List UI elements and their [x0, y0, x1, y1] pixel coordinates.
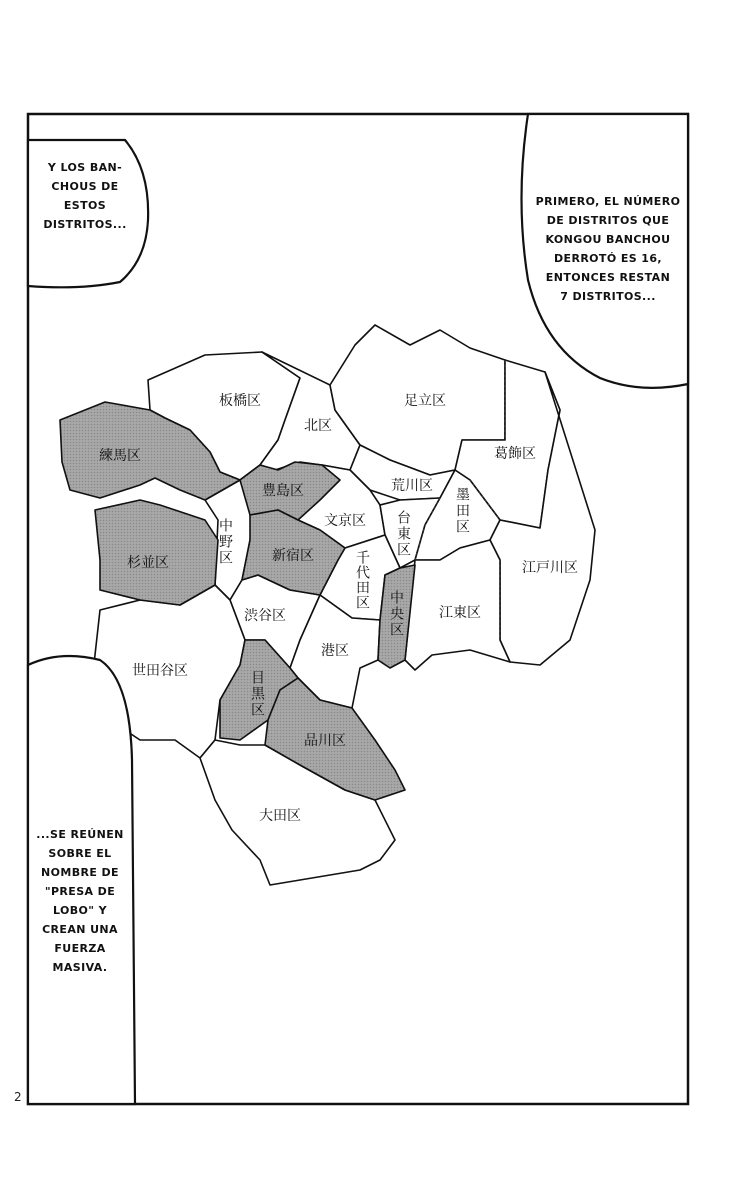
ward-label-chiyoda: 千代田区: [354, 550, 370, 610]
ward-label-koto: 江東区: [439, 605, 481, 621]
ward-label-itabashi: 板橋区: [219, 393, 261, 409]
ward-label-chuo: 中央区: [388, 590, 404, 638]
ward-label-suginami: 杉並区: [127, 555, 169, 571]
ward-label-shinagawa: 品川区: [304, 733, 346, 749]
ward-label-shibuya: 渋谷区: [244, 608, 286, 624]
ward-label-kita: 北区: [304, 418, 332, 434]
page-number: 2: [14, 1090, 22, 1104]
ward-label-minato: 港区: [321, 643, 349, 659]
ward-label-sumida: 墨田区: [454, 487, 470, 535]
ward-label-toshima: 豊島区: [262, 483, 304, 499]
ward-label-shinjuku: 新宿区: [272, 548, 314, 564]
ward-label-setagaya: 世田谷区: [132, 663, 188, 679]
ward-label-nerima: 練馬区: [99, 448, 141, 464]
ward-label-nakano: 中野区: [217, 518, 233, 566]
bubble-text-bottom-left: ...SE REÚNEN SOBRE EL NOMBRE DE "PRESA DE LOBO" Y CREAN UNA FUERZA MASIVA.: [36, 828, 124, 974]
ward-label-adachi: 足立区: [404, 393, 446, 409]
ward-label-edogawa: 江戸川区: [522, 560, 578, 576]
ward-label-arakawa: 荒川区: [391, 478, 433, 494]
ward-label-taito: 台東区: [395, 510, 411, 558]
bubble-text-top-left: Y LOS BAN- CHOUS DE ESTOS DISTRITOS...: [43, 161, 127, 231]
ward-label-katsushika: 葛飾区: [494, 446, 536, 462]
ward-label-meguro: 目黒区: [249, 670, 265, 718]
ward-label-bunkyo: 文京区: [324, 513, 366, 529]
bubble-text-top-right: PRIMERO, EL NÚMERO DE DISTRITOS QUE KONGOU BANCHOU DERROTÓ ES 16, ENTONCES RESTAN 7 DISTRITOS...: [535, 195, 681, 303]
ward-label-ota: 大田区: [259, 808, 301, 824]
